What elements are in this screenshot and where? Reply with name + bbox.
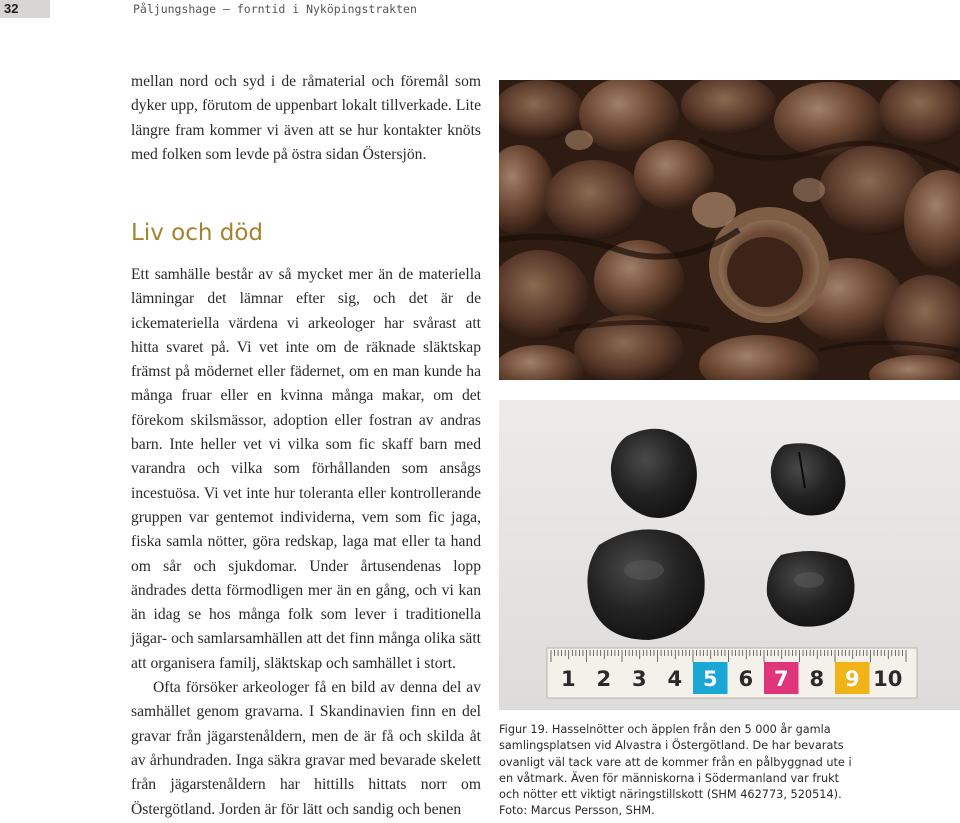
page-header <box>0 0 960 18</box>
ruler-number: 5 <box>702 667 718 691</box>
ruler-number: 8 <box>809 667 825 691</box>
charred-fruit-image <box>499 400 960 710</box>
ruler-number: 1 <box>560 667 576 691</box>
scale-ruler <box>551 650 906 694</box>
running-title: Påljungshage – forntid i Nyköpingstrakten <box>133 2 417 16</box>
ruler-number: 4 <box>667 667 683 691</box>
figure-caption: Figur 19. Hasselnötter och äpplen från den 5 000 år gamla samlingsplatsen vid Alvastra i Östergötland. De har bevarats ovanligt väl tack vare att de kommer från en pålbyggnad ute i en våtmark. Även för människorna i Södermanland var frukt och nötter ett viktigt näringstillskott (SHM 462773, 520514). Foto: Marcus Persson, SHM. <box>499 723 852 818</box>
intro-paragraph-block <box>131 70 481 167</box>
body-paragraph-1: Ett samhälle består av så mycket mer än de materiella lämningar det lämnar efter sig, och det är de ickemateriella värdena vi arkeologer har svårast att hitta svaret på. Vi vet inte om de räknade släktskap främst på mödernet eller fädernet, om en man kunde ha många fruar eller en kvinna många makar, om det förekom skilsmässor, adoption eller fostran av andras barn. Inte heller vet vi vilka som fic skaff barn med varandra och vilka som förhållanden som ansågs incestuösa. Vi vet inte hur toleranta eller kontrollerande gruppen var gentemot individerna, vem som fic jaga, fiska samla nötter, göra redskap, laga mat eller ta hand om sår och sjukdomar. Under årtusendenas lopp ändrades detta förmodligen mer än en gång, och vi kan än idag se hos många folk som lever i traditionella jägar- och samlarsamhällen att det finn många olika sätt att organisera familj, släktskap och samhället i stort. <box>131 266 481 672</box>
ruler-number: 2 <box>596 667 612 691</box>
hazelnut-shells-image <box>499 80 960 380</box>
intro-paragraph: mellan nord och syd i de råmaterial och föremål som dyker upp, förutom de uppenbart lokalt tillverkade. Lite längre fram kommer vi även att se hur kontakter knöts med folken som levde på östra sidan Östersjön. <box>131 73 481 163</box>
hazelnut-shells-photo <box>499 80 960 380</box>
ruler-number: 10 <box>873 667 903 691</box>
ruler-number: 6 <box>738 667 754 691</box>
body-text <box>131 263 481 822</box>
body-paragraph-2: Ofta försöker arkeologer få en bild av denna del av samhället genom gravarna. I Skandinavien finn en del gravar från jägarstenåldern, men de är få och skilda åt av århundraden. Inga säkra gravar med bevarade skelett från jägarstenåldern har hittills hittats norr om Östergötland. Jorden är för lätt och sandig och benen <box>131 679 481 818</box>
ruler-number: 9 <box>844 667 860 691</box>
page-number: 32 <box>0 0 50 18</box>
charred-fruit-photo <box>499 400 960 710</box>
section-heading: Liv och död <box>131 220 264 246</box>
ruler-number: 7 <box>773 667 789 691</box>
ruler-number: 3 <box>631 667 647 691</box>
